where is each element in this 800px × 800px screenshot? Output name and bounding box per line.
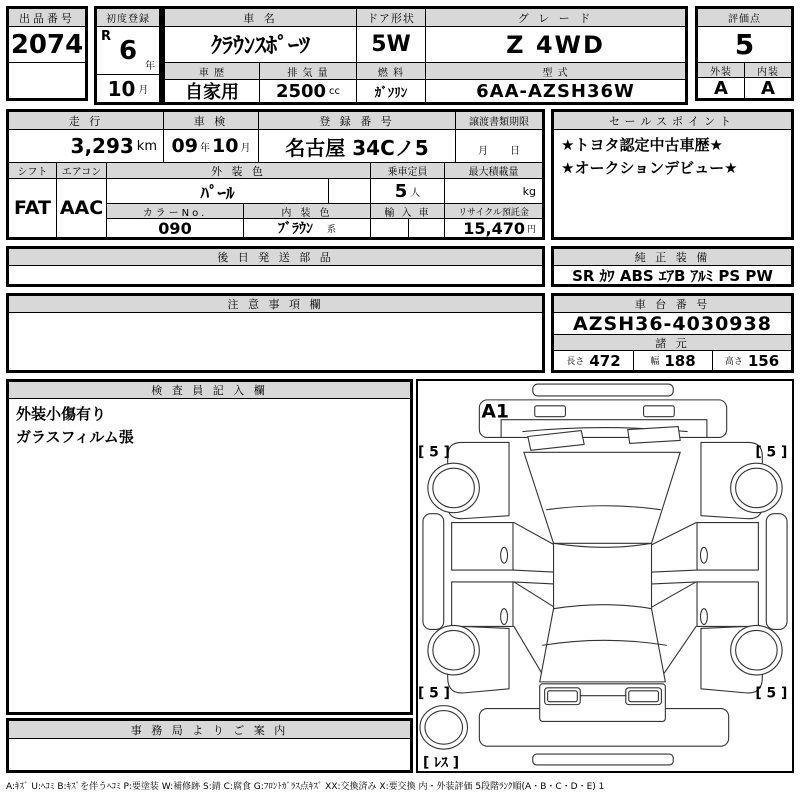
first-reg-year-unit: 年 <box>145 61 155 72</box>
side-sill-left-shape <box>423 514 444 630</box>
office-box <box>6 718 413 773</box>
notes-box <box>6 293 545 373</box>
color-no-value: 090 <box>106 218 244 238</box>
fuel-label: 燃 料 <box>356 62 426 80</box>
chassis-value: AZSH36-4030938 <box>553 312 792 335</box>
ext-color-value: ﾊﾟｰﾙ <box>106 178 329 204</box>
transfer-day-label: 日 <box>510 146 520 157</box>
score-box <box>695 6 794 101</box>
interior-grade: A <box>744 77 792 99</box>
damage-diagram-box <box>416 379 794 773</box>
tire-size-rear-left-label: [ 5 ] <box>418 685 450 702</box>
spec-length-value: 472 <box>589 351 621 370</box>
taillight-right-inner <box>629 691 659 702</box>
inspector-label: 検 査 員 記 入 欄 <box>8 381 411 399</box>
roof-top-line <box>554 543 652 547</box>
spec-length-label: 長さ <box>566 357 585 367</box>
first-reg-era: R <box>101 29 112 44</box>
equipment-label: 純 正 装 備 <box>553 248 792 266</box>
first-reg-box <box>94 6 162 105</box>
auction-no-value: 2074 <box>8 26 86 63</box>
car-name-label: 車 名 <box>164 8 357 27</box>
door-handle-front-left <box>501 547 508 563</box>
notes-label: 注 意 事 項 欄 <box>8 295 543 313</box>
spec-height-label: 高さ <box>724 357 743 367</box>
capacity-value-cell <box>370 178 445 204</box>
windshield-shape <box>524 452 680 543</box>
office-empty <box>8 738 411 771</box>
fuel-value: ｶﾞｿﾘﾝ <box>356 79 426 103</box>
vehicle-top-table <box>162 6 688 105</box>
inspector-line-2: ガラスフィルム張 <box>16 428 134 447</box>
inspection-label: 車 検 <box>163 111 259 130</box>
later-parts-box <box>6 246 545 287</box>
shift-value: FAT <box>8 178 57 238</box>
sales-point-content <box>553 129 792 238</box>
wiper-right-shape <box>628 427 680 444</box>
inspector-line-1: 外装小傷有り <box>16 405 107 423</box>
first-reg-month-unit: 月 <box>138 85 149 96</box>
wheel-rear-right-inner <box>736 630 778 670</box>
exterior-grade: A <box>697 77 745 99</box>
transfer-deadline-label: 譲渡書類期限 <box>455 111 543 130</box>
roof-front-line <box>547 506 661 510</box>
import-empty-cell-2 <box>408 218 445 238</box>
model-code-value: 6AA-AZSH36W <box>425 79 686 103</box>
displacement-unit: cc <box>329 85 341 97</box>
door-front-right-shape <box>697 523 758 570</box>
wheel-rear-left-inner <box>433 630 475 670</box>
score-value: 5 <box>697 26 792 63</box>
headlight-right-shape <box>644 406 675 417</box>
later-parts-empty <box>8 265 543 285</box>
inspection-year: 09 <box>171 135 198 157</box>
sales-point-box <box>551 109 794 240</box>
inspector-content <box>8 398 411 713</box>
color-no-label: カラーNo. <box>106 203 244 219</box>
door-handle-rear-left <box>501 609 508 625</box>
hood-shape <box>479 400 726 438</box>
sales-point-line-1: ★トヨタ認定中古車歴★ <box>561 136 723 154</box>
recycle-label: リサイクル預託金 <box>444 203 543 219</box>
equipment-value: SR ｶﾜ ABS ｴｱB ｱﾙﾐ PS PW <box>553 265 792 285</box>
spec-width-label: 幅 <box>650 357 660 367</box>
capacity-label: 乗車定員 <box>370 162 445 179</box>
spec-width-value: 188 <box>664 351 696 370</box>
grade-label: グ レ ー ド <box>425 8 686 27</box>
recycle-value: 15,470 <box>463 218 525 238</box>
side-sill-right-shape <box>766 514 787 630</box>
first-reg-month-cell <box>96 74 160 103</box>
int-color-label: 内 装 色 <box>243 203 371 219</box>
wheel-front-left-inner <box>433 468 475 508</box>
roof-rear-line <box>554 605 652 609</box>
headlight-left-shape <box>535 406 566 417</box>
transfer-deadline-cell <box>455 129 543 163</box>
grade-value: Z 4WD <box>425 26 686 63</box>
door-shape-label: ドア形状 <box>356 8 426 27</box>
sales-point-label: セールスポイント <box>553 111 792 130</box>
specs-label: 諸 元 <box>553 334 792 351</box>
exterior-label: 外装 <box>697 62 745 78</box>
spare-tire-inner <box>425 711 463 745</box>
inspector-box <box>6 379 413 715</box>
reg-no-value: 名古屋 34Cノ5 <box>258 129 456 163</box>
inspection-month-unit: 月 <box>240 142 251 154</box>
mileage-unit: km <box>136 138 157 154</box>
int-color-value: ﾌﾞﾗｳﾝ <box>277 221 313 237</box>
interior-label: 内装 <box>744 62 792 78</box>
inspection-value-cell <box>163 129 259 163</box>
tire-size-rear-right-label: [ 5 ] <box>755 685 788 702</box>
auction-no-label: 出品番号 <box>8 8 86 27</box>
auction-no-empty-cell <box>8 62 86 99</box>
panel-code-a1-label: A1 <box>481 401 509 423</box>
chassis-label: 車 台 番 号 <box>553 295 792 313</box>
registration-table <box>6 109 545 240</box>
sales-point-line-2: ★オークションデビュー★ <box>561 159 738 178</box>
front-bumper-shape <box>533 384 673 396</box>
spec-width-cell <box>633 350 713 371</box>
rear-lower-strip-shape <box>533 754 673 765</box>
rear-window-shape <box>540 609 666 682</box>
spec-height-value: 156 <box>747 351 780 370</box>
taillight-left-inner <box>548 691 578 702</box>
spare-tire-label: [ ﾚｽ ] <box>422 754 460 771</box>
inspection-month: 10 <box>212 135 239 157</box>
recycle-unit: 円 <box>526 224 536 235</box>
aircon-value: AAC <box>56 178 107 238</box>
tire-size-front-left-label: [ 5 ] <box>418 444 450 461</box>
displacement-value: 2500 <box>275 80 327 102</box>
mileage-value: 3,293 <box>70 134 134 158</box>
max-load-unit: kg <box>444 178 543 204</box>
ext-color-empty-cell <box>328 178 371 204</box>
equipment-box <box>551 246 794 287</box>
capacity-unit: 人 <box>410 187 421 199</box>
spec-height-cell <box>712 350 792 371</box>
ext-color-label: 外 装 色 <box>106 162 371 179</box>
notes-empty <box>8 312 543 371</box>
door-shape-value: 5W <box>356 26 426 63</box>
pillar-connector-lines <box>514 523 696 673</box>
rear-window-line <box>543 640 667 645</box>
aircon-label: エアコン <box>56 162 107 179</box>
history-label: 車 歴 <box>164 62 260 80</box>
mileage-label: 走 行 <box>8 111 164 130</box>
int-color-suffix: 系 <box>326 224 336 235</box>
first-reg-year: 6 <box>118 35 138 66</box>
mileage-value-cell <box>8 129 164 163</box>
car-diagram <box>418 381 792 771</box>
model-code-label: 型 式 <box>425 62 686 80</box>
roof-side-lines <box>554 543 652 608</box>
reg-no-label: 登 録 番 号 <box>258 111 456 130</box>
office-label: 事 務 局 よ り ご 案 内 <box>8 720 411 739</box>
car-name-value: ｸﾗｳﾝｽﾎﾟｰﾂ <box>164 26 357 63</box>
wheel-front-right-inner <box>736 468 778 508</box>
first-reg-year-cell <box>96 26 160 75</box>
chassis-box <box>551 293 794 373</box>
b-pillar-lines <box>513 570 697 584</box>
inspection-year-unit: 年 <box>200 142 210 154</box>
import-car-label: 輸 入 車 <box>370 203 445 219</box>
capacity-value: 5 <box>394 180 408 202</box>
max-load-label: 最大積載量 <box>444 162 543 179</box>
displacement-value-cell <box>259 79 357 103</box>
auction-no-box <box>6 6 88 101</box>
recycle-value-cell <box>444 218 543 238</box>
door-handle-front-right <box>700 547 707 563</box>
door-handle-rear-right <box>700 609 707 625</box>
spec-length-cell <box>553 350 634 371</box>
history-value: 自家用 <box>164 79 260 103</box>
shift-label: シフト <box>8 162 57 179</box>
first-reg-month: 10 <box>107 76 136 101</box>
later-parts-label: 後 日 発 送 部 品 <box>8 248 543 266</box>
tire-size-front-right-label: [ 5 ] <box>755 444 788 461</box>
int-color-cell <box>243 218 371 238</box>
score-label: 評価点 <box>697 8 792 27</box>
import-empty-cell-1 <box>370 218 409 238</box>
damage-legend: A:ｷｽﾞ U:ﾍｺﾐ B:ｷｽﾞを伴うﾍｺﾐ P:要塗装 W:補修跡 S:錆 C:腐食 G:ﾌﾛﾝﾄｶﾞﾗｽ点ｷｽﾞ XX:交換済み X:要交換 内・外装評価 5段階ﾗﾝｸ順(A・B・C・D・E) 1 <box>6 782 605 792</box>
displacement-label: 排 気 量 <box>259 62 357 80</box>
first-reg-label: 初度登録 <box>96 8 160 27</box>
transfer-month-label: 月 <box>478 146 488 157</box>
